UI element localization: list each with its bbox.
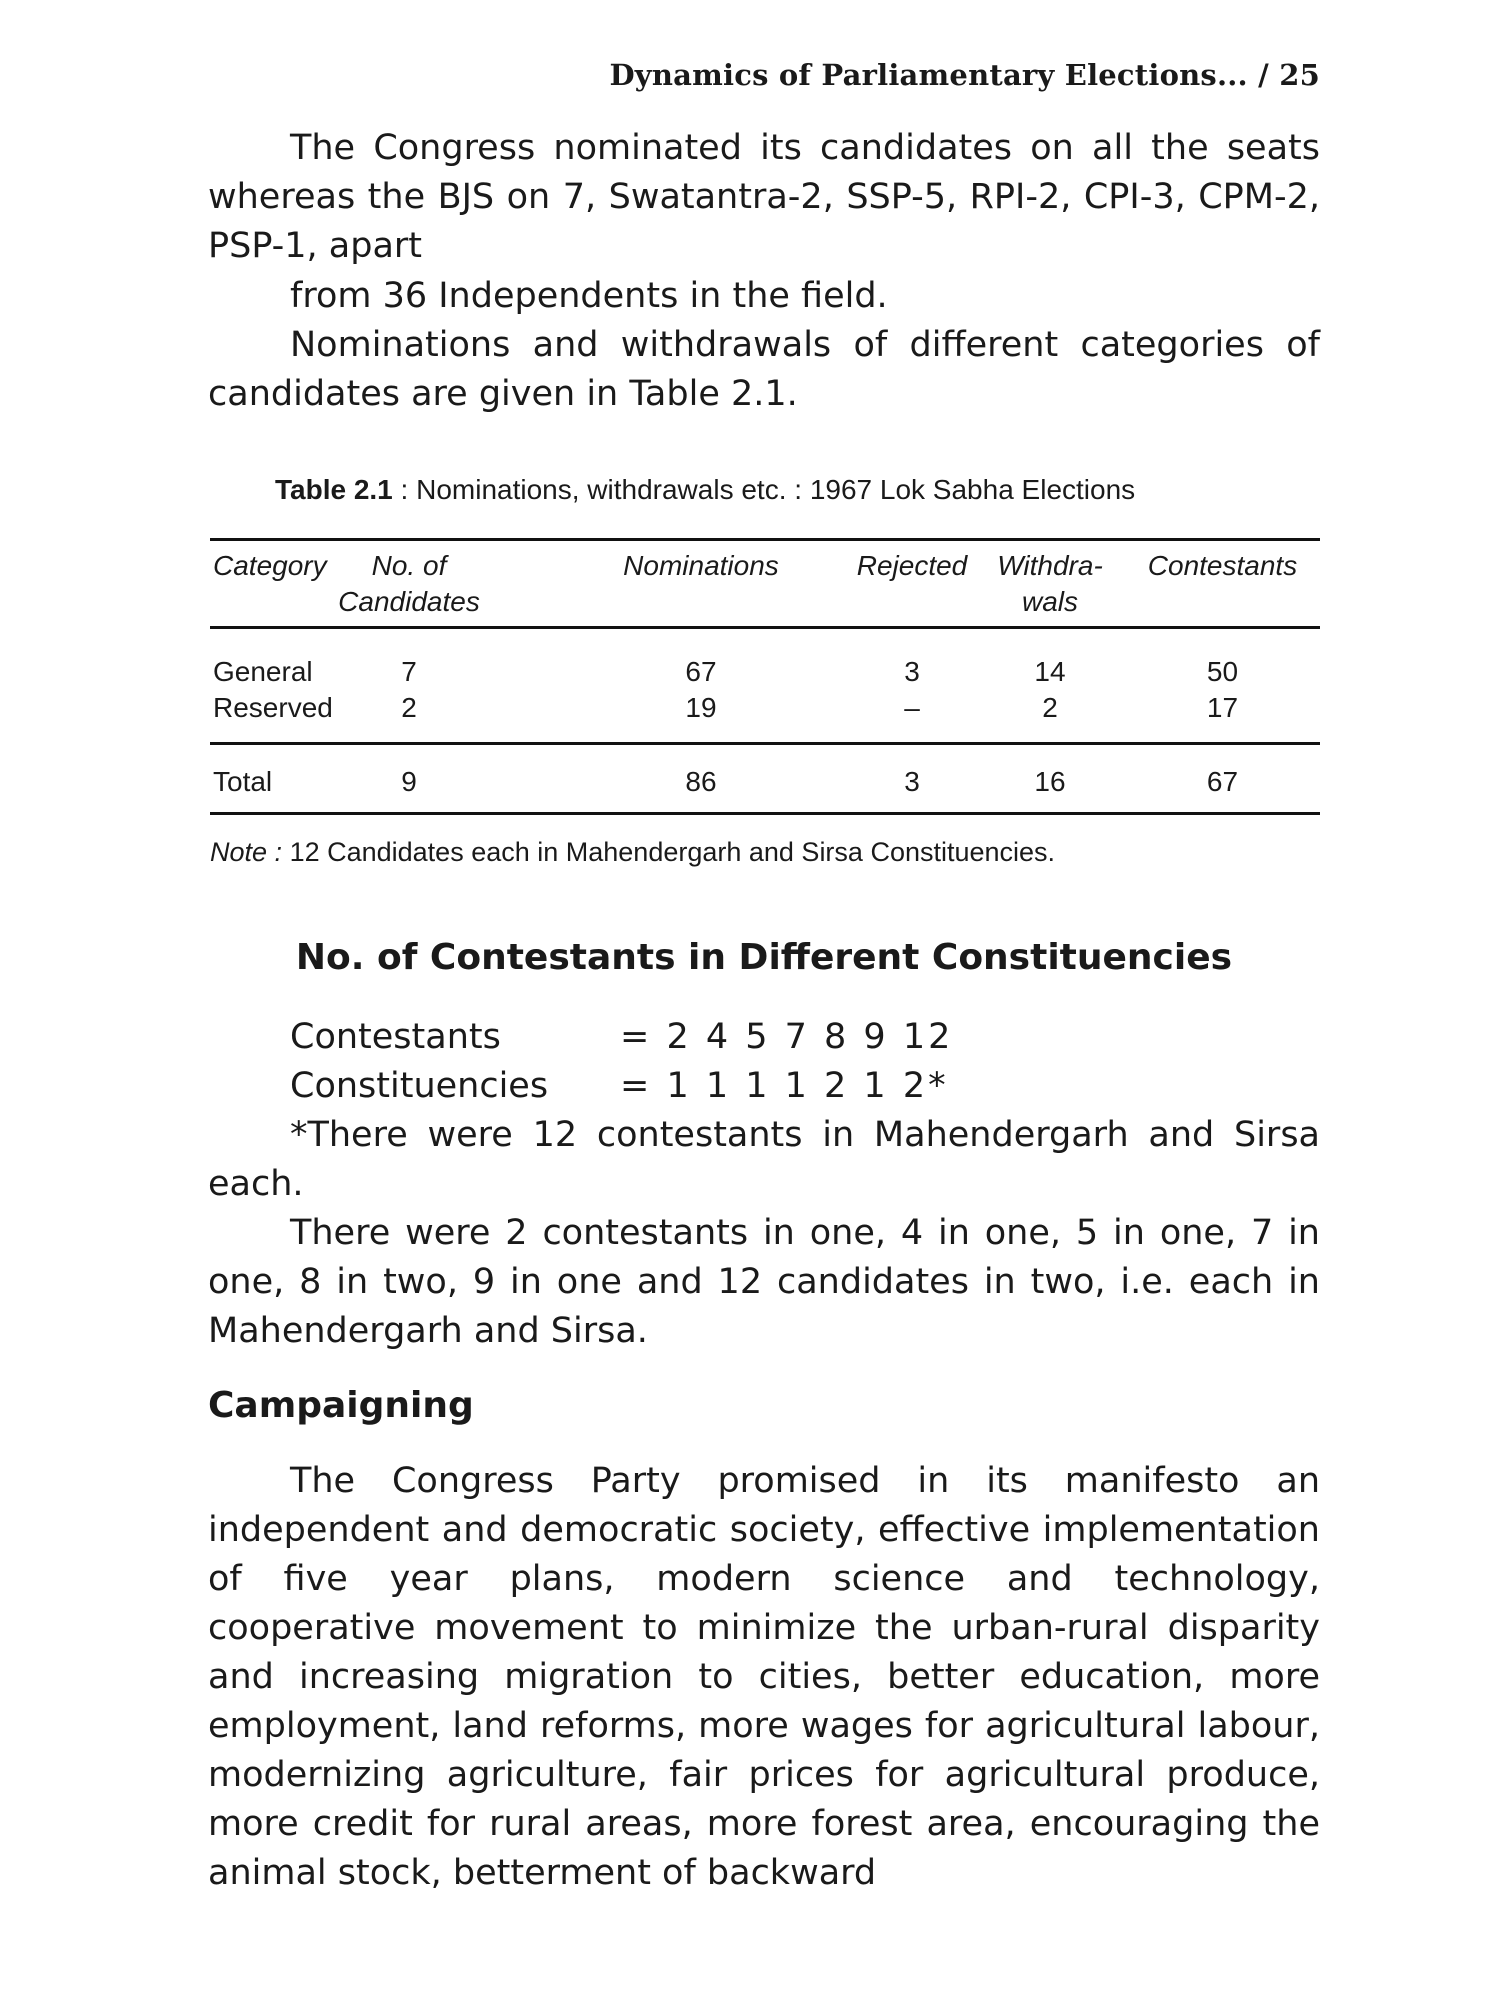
total-nominations: 86 [685,766,717,797]
table-total-row [210,766,1320,802]
table-note-label: Note : [210,837,283,867]
row-rejected: 3 [904,656,920,687]
header-wals: wals [1021,586,1078,617]
row-category: General [213,656,313,687]
total-candidates: 9 [401,766,417,797]
table-note [210,837,1320,868]
constituencies-values: = 1 1 1 1 2 1 2* [620,1066,949,1106]
table-bottom-rule [210,812,1320,815]
row-candidates: 2 [401,692,417,723]
header-rejected: Rejected [856,550,968,581]
contestants-heading: No. of Contestants in Different Constituencies [295,937,1233,978]
contestants-label: Contestants [290,1017,501,1057]
table-header-rule [210,626,1320,629]
row-contestants: 17 [1206,692,1239,723]
contestants-footnote: *There were 12 contestants in Mahendergarh and Sirsa each. [208,1115,1320,1204]
table-caption-text: : Nominations, withdrawals etc. : 1967 Lok Sabha Elections [400,474,1136,505]
header-no-of: No. of [371,550,447,581]
header-withdra: Withdra- [997,550,1103,581]
table-total-rule [210,742,1320,745]
row-withdrawals: 14 [1034,656,1066,687]
intro-paragraph-1: The Congress nominated its candidates on all the seats whereas the BJS on 7, Swatantra-2, SSP-5, RPI-2, CPI-3, CPM-2, PSP-1, apart [208,128,1320,266]
row-nominations: 67 [685,656,717,687]
row-candidates: 7 [401,656,417,687]
total-contestants: 67 [1206,766,1239,797]
table-caption [275,474,1325,506]
total-withdrawals: 16 [1034,766,1066,797]
header-nominations: Nominations [623,550,779,581]
total-rejected: 3 [904,766,920,797]
row-withdrawals: 2 [1042,692,1058,723]
campaigning-heading: Campaigning [208,1385,474,1426]
row-nominations: 19 [685,692,717,723]
contestants-paragraph: There were 2 contestants in one, 4 in one, 5 in one, 7 in one, 8 in two, 9 in one and 12 candidates in two, i.e. each in Mahendergarh and Sirsa. [208,1213,1320,1351]
header-candidates: Candidates [338,586,480,617]
campaigning-paragraph: The Congress Party promised in its manifesto an independent and democratic society, effective implementation of five year plans, modern science and technology, cooperative movement to minimize the urban-rural disparity and increasing migration to cities, better education, more employment, land reforms, more wages for agricultural labour, modernizing agriculture, fair prices for agricultural produce, more credit for rural areas, more forest area, encouraging the animal stock, betterment of backward [208,1461,1320,1893]
constituencies-label: Constituencies [290,1066,549,1106]
total-category: Total [213,766,273,797]
intro-paragraph-1-continuation: from 36 Independents in the field. [290,276,888,316]
contestants-values: = 2 4 5 7 8 9 12 [620,1017,954,1057]
contestants-row [290,1013,953,1062]
row-rejected: – [904,692,920,723]
running-header: Dynamics of Parliamentary Elections... / 25 [609,58,1320,92]
row-contestants: 50 [1206,656,1239,687]
table-row [210,692,1320,728]
header-category: Category [213,550,327,581]
table-top-rule [210,538,1320,541]
table-note-text: 12 Candidates each in Mahendergarh and Sirsa Constituencies. [289,837,1056,867]
header-contestants: Contestants [1147,550,1298,581]
constituencies-row [290,1062,949,1111]
table-row [210,656,1320,692]
table-caption-label: Table 2.1 [275,474,393,505]
intro-paragraph-2: Nominations and withdrawals of different categories of candidates are given in Table 2.1. [208,325,1320,414]
row-category: Reserved [213,692,333,723]
